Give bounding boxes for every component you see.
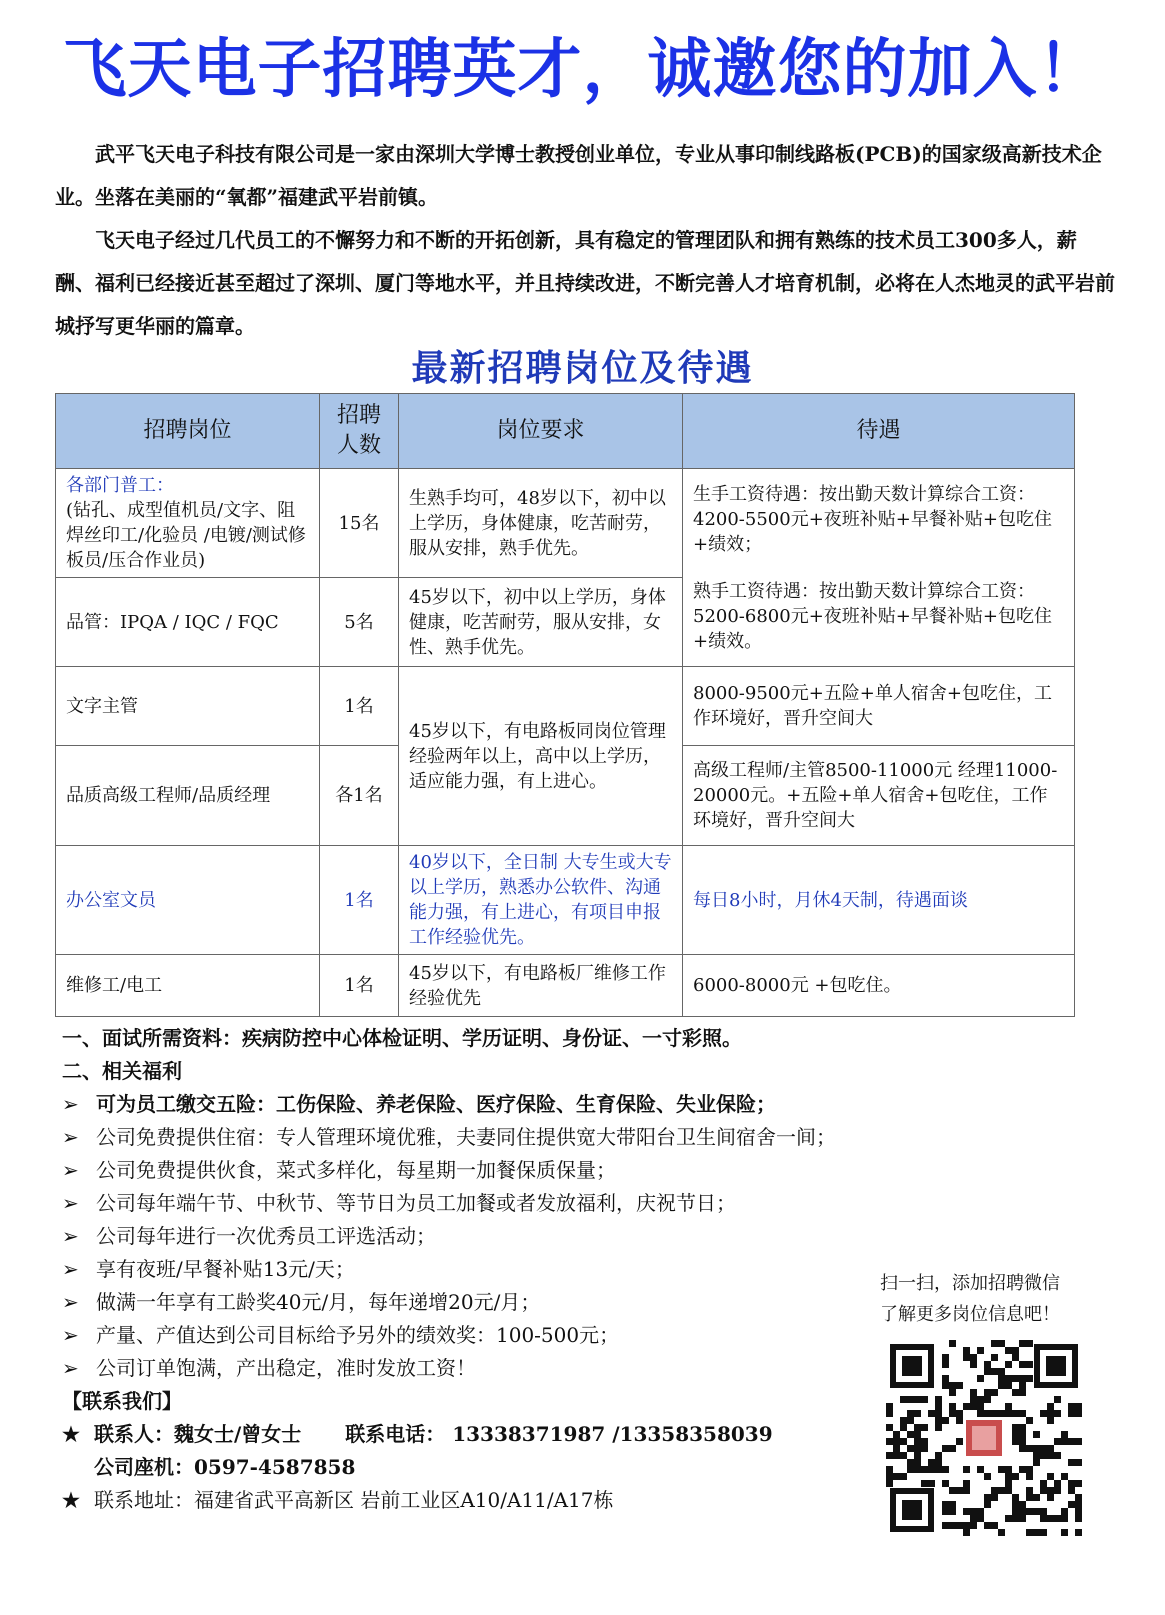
count-cell: 1名 [320, 955, 399, 1017]
benefit-cell: 高级工程师/主管8500-11000元 经理11000-20000元。+五险+单人宿舍+包吃住，工作环境好，晋升空间大 [683, 746, 1075, 846]
benefit-cell [683, 469, 1075, 667]
position-cell: 办公室文员 [56, 846, 320, 955]
table-row [56, 955, 1075, 1017]
benefit-text: 可为员工缴交五险：工伤保险、养老保险、医疗保险、生育保险、失业保险； [96, 1092, 776, 1116]
arrow-bullet-icon: ➢ [62, 1356, 79, 1380]
header-benefit: 待遇 [683, 394, 1075, 469]
benefit-text: 做满一年享有工龄奖40元/月，每年递增20元/月； [96, 1290, 541, 1314]
count-cell: 各1名 [320, 746, 399, 846]
requirement-cell: 45岁以下，初中以上学历，身体健康，吃苦耐劳，服从安排，女性、熟手优先。 [399, 578, 683, 667]
benefit-text: 公司订单饱满，产出稳定，准时发放工资！ [96, 1356, 476, 1380]
position-cell [56, 469, 320, 578]
table-row [56, 667, 1075, 746]
requirement-cell: 生熟手均可，48岁以下，初中以上学历，身体健康，吃苦耐劳，服从安排，熟手优先。 [399, 469, 683, 578]
benefit-text: 公司免费提供伙食，菜式多样化，每星期一加餐保质保量； [96, 1158, 616, 1182]
contact-address: 联系地址：福建省武平高新区 岩前工业区A10/A11/A17栋 [94, 1488, 614, 1512]
header-requirement: 岗位要求 [399, 394, 683, 469]
benefit-cell: 8000-9500元+五险+单人宿舍+包吃住，工作环境好，晋升空间大 [683, 667, 1075, 746]
benefit-text: 产量、产值达到公司目标给予另外的绩效奖：100-500元； [96, 1323, 620, 1347]
qr-caption-line: 扫一扫，添加招聘微信 [880, 1273, 1060, 1294]
requirement-cell: 40岁以下，全日制 大专生或大专以上学历，熟悉办公软件、沟通能力强，有上进心，有项目申报工作经验优先。 [399, 846, 683, 955]
position-cell: 品管：IPQA / IQC / FQC [56, 578, 320, 667]
benefit-text: 公司每年端午节、中秋节、等节日为员工加餐或者发放福利，庆祝节日； [96, 1191, 736, 1215]
arrow-bullet-icon: ➢ [62, 1158, 79, 1182]
arrow-bullet-icon: ➢ [62, 1092, 79, 1116]
landline-text: 公司座机：0597-4587858 [94, 1455, 356, 1479]
benefit-cell: 6000-8000元 +包吃住。 [683, 955, 1075, 1017]
benefit-newcomer: 生手工资待遇：按出勤天数计算综合工资：4200-5500元+夜班补贴+早餐补贴+包吃住+绩效； [693, 483, 1052, 555]
arrow-bullet-icon: ➢ [62, 1191, 79, 1215]
requirement-cell: 45岁以下，有电路板同岗位管理经验两年以上，高中以上学历，适应能力强，有上进心。 [399, 667, 683, 846]
benefit-item [62, 1088, 1112, 1121]
table-header-row [56, 394, 1075, 469]
benefit-cell: 每日8小时，月休4天制，待遇面谈 [683, 846, 1075, 955]
company-intro [55, 133, 1115, 348]
position-cell: 文字主管 [56, 667, 320, 746]
position-detail: (钻孔、成型值机员/文字、阻焊丝印工/化验员 /电镀/测试修板员/压合作业员) [66, 500, 306, 571]
table-row [56, 469, 1075, 578]
benefit-experienced: 熟手工资待遇：按出勤天数计算综合工资：5200-6800元+夜班补贴+早餐补贴+包吃住+绩效。 [693, 580, 1052, 652]
arrow-bullet-icon: ➢ [62, 1125, 79, 1149]
benefits-title: 二、相关福利 [62, 1059, 182, 1083]
contact-title: 【联系我们】 [62, 1389, 182, 1413]
star-icon: ★ [62, 1488, 80, 1512]
header-count-line: 人数 [336, 433, 381, 458]
table-row [56, 846, 1075, 955]
benefit-text: 享有夜班/早餐补贴13元/天； [96, 1257, 355, 1281]
requirement-cell: 45岁以下，有电路板厂维修工作经验优先 [399, 955, 683, 1017]
benefit-text: 公司免费提供住宿：专人管理环境优雅，夫妻同住提供宽大带阳台卫生间宿舍一间； [96, 1125, 836, 1149]
contact-phone: 联系电话： 13338371987 /13358358039 [345, 1422, 773, 1446]
arrow-bullet-icon: ➢ [62, 1323, 79, 1347]
header-position: 招聘岗位 [56, 394, 320, 469]
jobs-table [55, 393, 1075, 1017]
arrow-bullet-icon: ➢ [62, 1257, 79, 1281]
poster-headline: 飞天电子招聘英才，诚邀您的加入！ [62, 33, 1103, 107]
star-icon: ★ [62, 1422, 80, 1446]
count-cell: 15名 [320, 469, 399, 578]
header-count-line: 招聘 [336, 403, 381, 428]
header-count [320, 394, 399, 469]
intro-paragraph: 飞天电子经过几代员工的不懈努力和不断的开拓创新，具有稳定的管理团队和拥有熟练的技术员工300多人，薪酬、福利已经接近甚至超过了深圳、厦门等地水平，并且持续改进，不断完善人才培育机制，必将在人杰地灵的武平岩前城抒写更华丽的篇章。 [55, 228, 1115, 338]
qr-caption-line: 了解更多岗位信息吧！ [880, 1304, 1060, 1325]
contact-person: 联系人：魏女士/曾女士 [94, 1422, 302, 1446]
arrow-bullet-icon: ➢ [62, 1224, 79, 1248]
interview-materials: 一、面试所需资料：疾病防控中心体检证明、学历证明、身份证、一寸彩照。 [62, 1026, 742, 1050]
intro-paragraph: 武平飞天电子科技有限公司是一家由深圳大学博士教授创业单位，专业从事印制线路板(PCB)的国家级高新技术企业。坐落在美丽的“氧都”福建武平岩前镇。 [55, 142, 1102, 209]
count-cell: 1名 [320, 846, 399, 955]
benefit-item [62, 1154, 1112, 1187]
benefit-text: 公司每年进行一次优秀员工评选活动； [96, 1224, 436, 1248]
benefit-item [62, 1121, 1112, 1154]
position-cell: 维修工/电工 [56, 955, 320, 1017]
benefit-item [62, 1187, 1112, 1220]
qr-caption [870, 1268, 1070, 1330]
section-title: 最新招聘岗位及待遇 [411, 347, 754, 389]
arrow-bullet-icon: ➢ [62, 1290, 79, 1314]
count-cell: 5名 [320, 578, 399, 667]
benefit-item [62, 1220, 1112, 1253]
position-title: 各部门普工： [66, 475, 174, 496]
position-cell: 品质高级工程师/品质经理 [56, 746, 320, 846]
wechat-qr-code-icon[interactable] [886, 1340, 1082, 1536]
count-cell: 1名 [320, 667, 399, 746]
